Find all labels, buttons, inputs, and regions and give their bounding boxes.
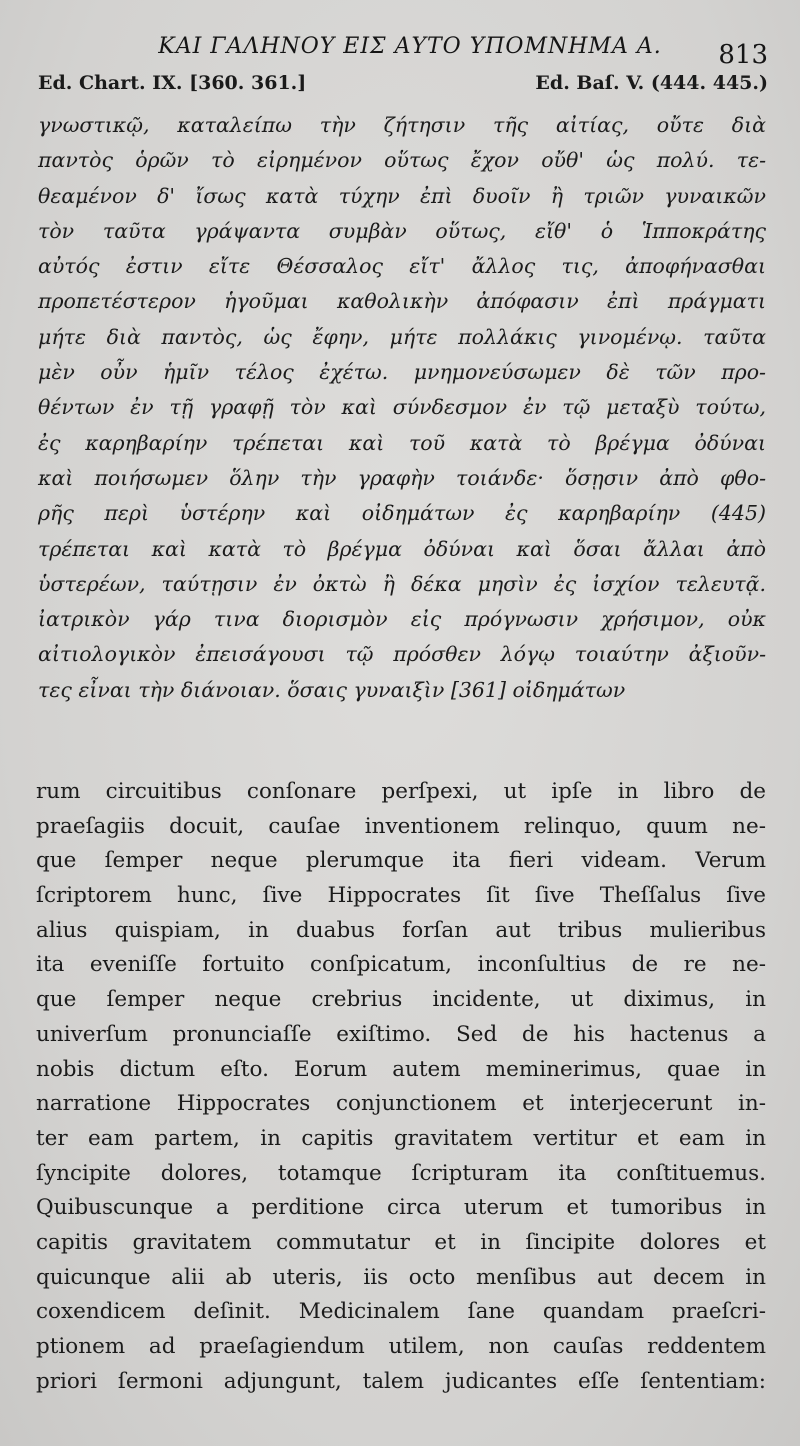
- page-number: 813: [718, 40, 768, 70]
- greek-text-block: [38, 108, 766, 708]
- greek-line: μὲν οὖν ἡμῖν τέλος ἐχέτω. μνημονεύσωμεν δὲ τῶν προ-: [38, 360, 766, 385]
- running-header: ΚΑΙ ΓΑΛΗΝΟΥ ΕΙΣ ΑΥΤΟ ΥΠΟΜΝΗΜΑ Α.: [158, 34, 662, 59]
- latin-line: coxendicem deſinit. Medicinalem ſane quandam praeſcri-: [36, 1299, 766, 1325]
- greek-line: μήτε διὰ παντὸς, ὡς ἔφην, μήτε πολλάκις γινομένῳ. ταῦτα: [38, 324, 766, 349]
- latin-line: univerſum pronunciaſſe exiſtimo. Sed de his hactenus a: [36, 1021, 766, 1047]
- greek-line: καὶ ποιήσωμεν ὅλην τὴν γραφὴν τοιάνδε· ὅσῃσιν ἀπὸ φθο-: [38, 465, 766, 490]
- latin-line: rum circuitibus conſonare perſpexi, ut ipſe in libro de: [36, 779, 766, 804]
- greek-line: θεαμένον δ' ἴσως κατὰ τύχην ἐπὶ δυοῖν ἢ τριῶν γυναικῶν: [38, 183, 766, 208]
- greek-line: αὐτός ἐστιν εἴτε Θέσσαλος εἴτ' ἄλλος τις, ἀποφήνασθαι: [38, 254, 766, 279]
- greek-line: τὸν ταῦτα γράψαντα συμβὰν οὕτως, εἴθ' ὁ Ἱπποκράτης: [38, 218, 766, 243]
- latin-line: quicunque alii ab uteris, iis octo menſibus aut decem in: [36, 1264, 766, 1290]
- latin-line: ter eam partem, in capitis gravitatem vertitur et eam in: [36, 1125, 766, 1151]
- latin-text-block: [36, 775, 766, 1399]
- greek-line: τες εἶναι τὴν διάνοιαν. ὅσαις γυναιξὶν [361] οἰδημάτων: [38, 677, 626, 702]
- latin-line: narratione Hippocrates conjunctionem et interjecerunt in-: [36, 1091, 766, 1117]
- greek-line: παντὸς ὁρῶν τὸ εἰρημένον οὕτως ἔχον οὔθ' ὡς πολύ. τε-: [38, 148, 766, 173]
- latin-line: praeſagiis docuit, cauſae inventionem relinquo, quum ne-: [36, 813, 766, 839]
- edition-reference-line: [38, 72, 768, 98]
- latin-line: ita eveniſſe fortuito conſpicatum, inconſultius de re ne-: [36, 952, 766, 978]
- latin-line: Quibuscunque a perditione circa uterum et tumoribus in: [36, 1195, 766, 1221]
- greek-line: προπετέστερον ἡγοῦμαι καθολικὴν ἀπόφασιν ἐπὶ πράγματι: [38, 289, 766, 314]
- latin-line: ptionem ad praeſagiendum utilem, non cauſas reddentem: [36, 1334, 766, 1359]
- latin-line: nobis dictum eſto. Eorum autem meminerimus, quae in: [36, 1056, 766, 1082]
- edition-chart-reference: Ed. Chart. IX. [360. 361.]: [38, 72, 307, 94]
- latin-line: que ſemper neque plerumque ita fieri videam. Verum: [36, 848, 766, 874]
- greek-line: ρῆς περὶ ὑστέρην καὶ οἰδημάτων ἐς καρηβαρίην (445): [38, 501, 766, 526]
- edition-basel-reference: Ed. Baſ. V. (444. 445.): [535, 72, 768, 94]
- greek-line: αἰτιολογικὸν ἐπεισάγουσι τῷ πρόσθεν λόγῳ τοιαύτην ἀξιοῦν-: [38, 642, 766, 667]
- greek-line: θέντων ἐν τῇ γραφῇ τὸν καὶ σύνδεσμον ἐν τῷ μεταξὺ τούτω,: [38, 395, 766, 420]
- greek-line: γνωστικῷ, καταλείπω τὴν ζήτησιν τῆς αἰτίας, οὔτε διὰ: [38, 113, 766, 137]
- greek-line: ἰατρικὸν γάρ τινα διορισμὸν εἰς πρόγνωσιν χρήσιμον, οὐκ: [38, 607, 766, 632]
- greek-line: ἐς καρηβαρίην τρέπεται καὶ τοῦ κατὰ τὸ βρέγμα ὀδύναι: [38, 430, 766, 455]
- latin-line: priori ſermoni adjungunt, talem judicantes eſſe ſententiam:: [36, 1368, 766, 1394]
- greek-line: τρέπεται καὶ κατὰ τὸ βρέγμα ὀδύναι καὶ ὅσαι ἄλλαι ἀπὸ: [38, 536, 766, 561]
- latin-line: ſcriptorem hunc, ſive Hippocrates ſit ſive Theſſalus ſive: [36, 883, 766, 909]
- latin-line: ſyncipite dolores, totamque ſcripturam ita conſtituemus.: [36, 1160, 766, 1186]
- latin-line: que ſemper neque crebrius incidente, ut diximus, in: [36, 987, 766, 1013]
- latin-line: alius quispiam, in duabus forſan aut tribus mulieribus: [36, 917, 766, 943]
- greek-line: ὑστερέων, ταύτῃσιν ἐν ὀκτὼ ἢ δέκα μησὶν ἐς ἰσχίον τελευτᾷ.: [38, 571, 766, 596]
- latin-line: capitis gravitatem commutatur et in ſincipite dolores et: [36, 1229, 766, 1255]
